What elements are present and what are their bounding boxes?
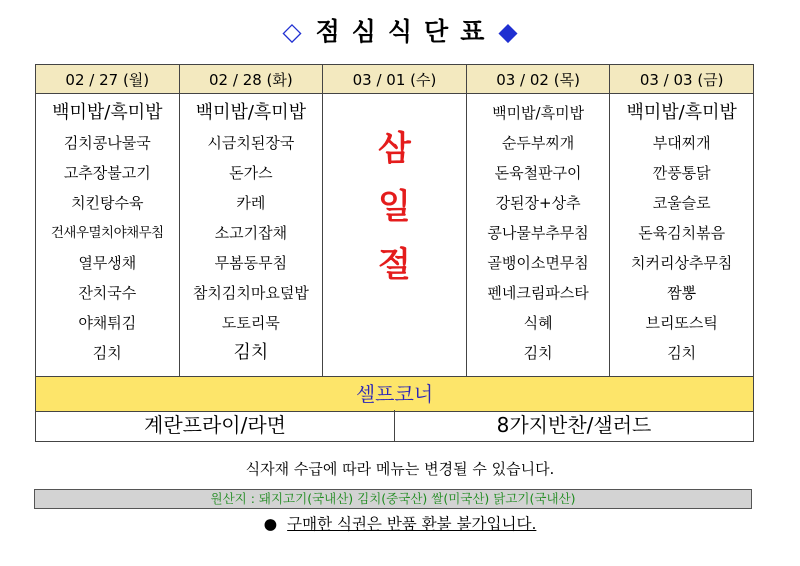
menu-item: 짬뽕 bbox=[667, 284, 697, 302]
date-header: 02 / 27 (월) bbox=[36, 65, 180, 94]
menu-item: 돈육김치볶음 bbox=[638, 224, 726, 242]
menu-row bbox=[36, 94, 754, 377]
menu-item: 김치콩나물국 bbox=[63, 134, 151, 152]
date-header: 03 / 01 (수) bbox=[323, 65, 467, 94]
menu-item: 백미밥/흑미밥 bbox=[492, 104, 585, 122]
menu-item: 김치 bbox=[233, 342, 269, 363]
holiday-char: 절 bbox=[378, 245, 411, 285]
menu-item: 식혜 bbox=[523, 314, 553, 332]
bullet-icon: ● bbox=[263, 515, 278, 533]
refund-text: 구매한 식권은 반품 환불 불가입니다. bbox=[287, 515, 537, 533]
day-column-wed bbox=[323, 94, 467, 377]
menu-item: 소고기잡채 bbox=[214, 224, 288, 242]
menu-change-notice: 식자재 수급에 따라 메뉴는 변경될 수 있습니다. bbox=[245, 460, 555, 478]
self-corner-title: 셀프코너 bbox=[35, 376, 754, 412]
menu-item: 치커리상추무침 bbox=[630, 254, 733, 272]
menu-item: 백미밥/흑미밥 bbox=[195, 102, 307, 123]
menu-item: 백미밥/흑미밥 bbox=[626, 102, 737, 123]
menu-item: 김치 bbox=[92, 344, 122, 362]
menu-item: 김치 bbox=[523, 344, 553, 362]
white-diamond-icon: ◇ bbox=[282, 17, 302, 46]
menu-item: 고추장불고기 bbox=[63, 164, 151, 182]
page-title bbox=[0, 12, 800, 48]
self-corner-item: 계란프라이/라면 bbox=[35, 410, 395, 442]
self-corner-items bbox=[35, 410, 754, 442]
menu-item: 브리또스틱 bbox=[645, 314, 718, 332]
menu-item: 순두부찌개 bbox=[501, 134, 575, 152]
menu-item: 열무생채 bbox=[78, 254, 137, 272]
holiday-char: 일 bbox=[378, 187, 411, 227]
menu-item: 강된장+상추 bbox=[495, 194, 581, 212]
day-column-thu bbox=[466, 94, 610, 377]
menu-item: 백미밥/흑미밥 bbox=[52, 102, 163, 123]
menu-item: 참치김치마요덮밥 bbox=[192, 284, 309, 302]
menu-item: 돈육철판구이 bbox=[494, 164, 582, 182]
menu-item: 건새우멸치야채무침 bbox=[50, 225, 164, 241]
menu-item: 부대찌개 bbox=[652, 134, 711, 152]
date-header: 02 / 28 (화) bbox=[179, 65, 323, 94]
title-text: 점심식단표 bbox=[315, 17, 497, 46]
menu-item: 돈가스 bbox=[229, 164, 273, 182]
menu-item: 무봄동무침 bbox=[214, 254, 288, 272]
menu-item: 코울슬로 bbox=[652, 194, 711, 212]
menu-item: 도토리묵 bbox=[221, 314, 280, 332]
refund-notice bbox=[0, 512, 800, 534]
menu-item: 깐풍통닭 bbox=[652, 164, 711, 182]
menu-item: 잔치국수 bbox=[78, 284, 137, 302]
menu-item: 야채튀김 bbox=[78, 314, 137, 332]
day-column-mon bbox=[36, 94, 180, 377]
date-header: 03 / 03 (금) bbox=[610, 65, 754, 94]
origin-info: 원산지 : 돼지고기(국내산) 김치(중국산) 쌀(미국산) 닭고기(국내산) bbox=[34, 489, 752, 509]
menu-item: 카레 bbox=[236, 194, 266, 212]
holiday-char: 삼 bbox=[378, 129, 411, 169]
menu-item: 펜네크림파스타 bbox=[487, 284, 589, 302]
holiday-label bbox=[323, 94, 466, 294]
day-column-fri bbox=[610, 94, 754, 377]
self-corner-item: 8가지반찬/샐러드 bbox=[395, 410, 754, 442]
black-diamond-icon: ◆ bbox=[498, 17, 518, 46]
menu-item: 골뱅이소면무침 bbox=[487, 254, 589, 272]
menu-item: 치킨탕수육 bbox=[71, 194, 144, 212]
day-column-tue bbox=[179, 94, 323, 377]
menu-item: 시금치된장국 bbox=[207, 134, 295, 152]
lunch-menu-table bbox=[35, 64, 754, 377]
date-header: 03 / 02 (목) bbox=[466, 65, 610, 94]
date-header-row bbox=[36, 65, 754, 94]
menu-item: 콩나물부추무침 bbox=[487, 224, 589, 242]
menu-item: 김치 bbox=[667, 344, 697, 362]
